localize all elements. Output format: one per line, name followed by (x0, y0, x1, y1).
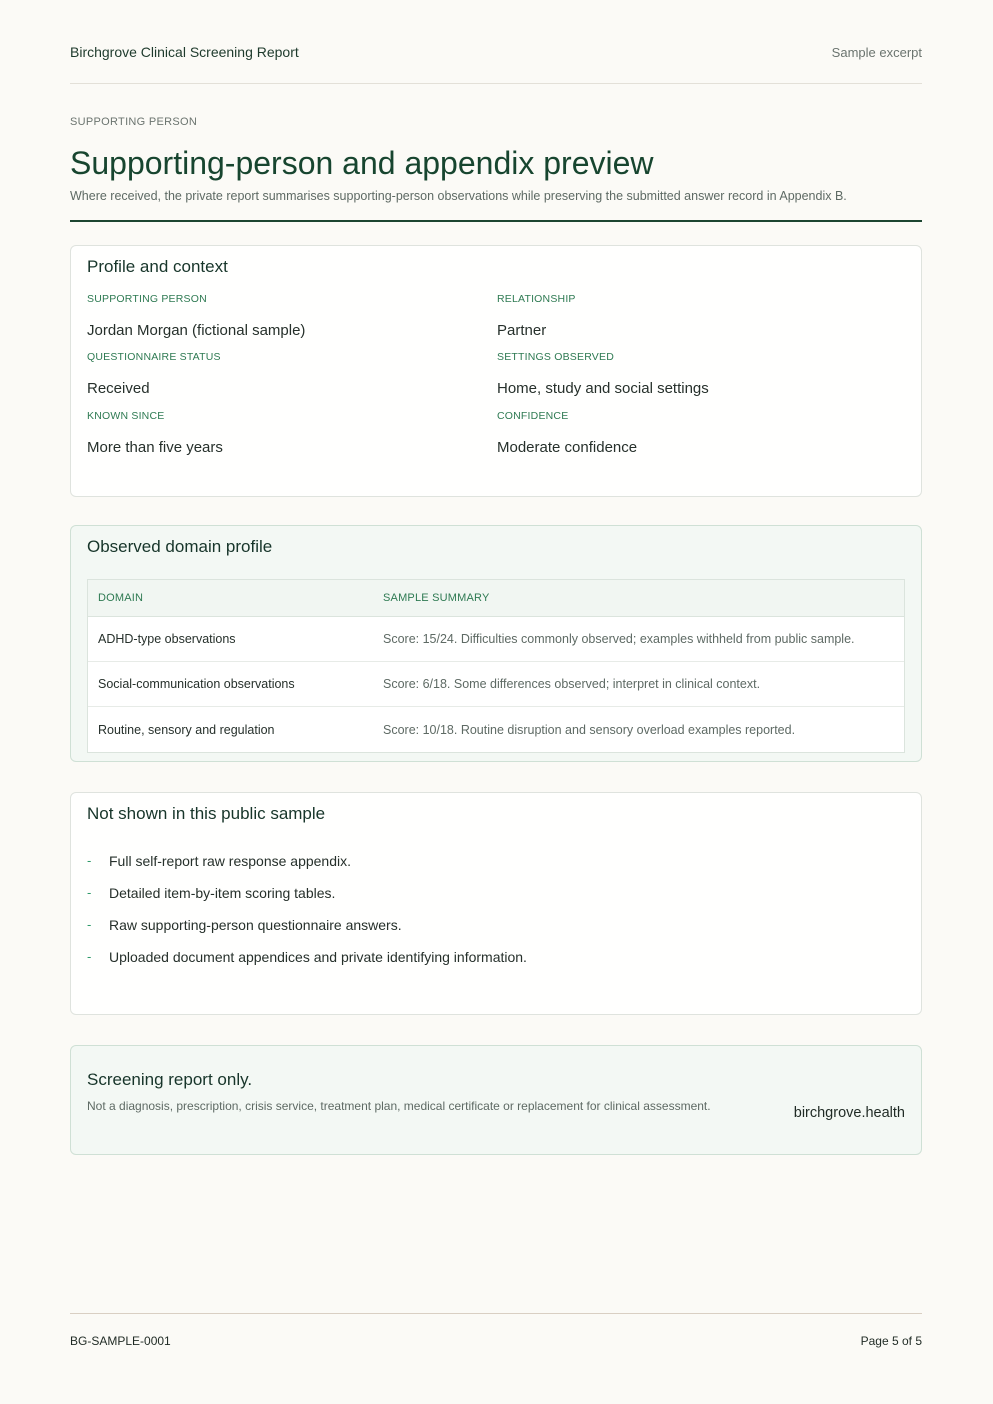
bullet-dash: - (87, 949, 92, 964)
title-divider (70, 220, 922, 222)
domain-cell: ADHD-type observations (98, 632, 236, 646)
list-item (87, 853, 527, 885)
list-item (87, 949, 527, 981)
column-header-summary: SAMPLE SUMMARY (383, 592, 490, 604)
list-item-text: Detailed item-by-item scoring tables. (109, 885, 336, 901)
not-shown-card (70, 792, 922, 1015)
field-value: Received (87, 380, 150, 397)
page-number: Page 5 of 5 (860, 1334, 922, 1348)
bullet-dash: - (87, 917, 92, 932)
table-row (88, 707, 904, 752)
section-eyebrow: SUPPORTING PERSON (70, 116, 198, 128)
list-item (87, 885, 527, 917)
screening-disclaimer-card (70, 1045, 922, 1155)
list-item (87, 917, 527, 949)
screening-heading: Screening report only. (87, 1070, 253, 1089)
field-known-since (87, 410, 223, 456)
summary-cell: Score: 6/18. Some differences observed; interpret in clinical context. (383, 677, 761, 691)
profile-card (70, 245, 922, 497)
not-shown-heading: Not shown in this public sample (87, 804, 326, 823)
field-relationship (497, 293, 576, 339)
website-link[interactable]: birchgrove.health (793, 1105, 905, 1121)
bullet-dash: - (87, 853, 92, 868)
table-row (88, 617, 904, 662)
list-item-text: Uploaded document appendices and private identifying information. (109, 949, 527, 965)
bullet-dash: - (87, 885, 92, 900)
field-value: Partner (497, 322, 547, 339)
sample-excerpt-label: Sample excerpt (831, 45, 922, 60)
column-header-domain: DOMAIN (98, 592, 144, 604)
summary-cell: Score: 15/24. Difficulties commonly observed; examples withheld from public sample. (383, 632, 855, 646)
field-settings-observed (497, 351, 709, 397)
not-shown-list (87, 853, 527, 981)
report-header (70, 40, 922, 84)
field-label: RELATIONSHIP (497, 293, 576, 305)
field-value: Moderate confidence (497, 439, 638, 456)
report-brand: Birchgrove Clinical Screening Report (70, 44, 299, 60)
domain-cell: Routine, sensory and regulation (98, 722, 275, 737)
list-item-text: Raw supporting-person questionnaire answers. (109, 917, 402, 933)
field-supporting-person (87, 293, 305, 339)
field-label: QUESTIONNAIRE STATUS (87, 351, 221, 363)
page-title: Supporting-person and appendix preview (70, 145, 654, 181)
domain-profile-heading: Observed domain profile (87, 537, 273, 556)
field-confidence (497, 410, 637, 456)
table-header (88, 580, 904, 617)
field-label: CONFIDENCE (497, 410, 569, 422)
screening-disclaimer-text: Not a diagnosis, prescription, crisis service, treatment plan, medical certificate or replacement for clinical assessment. (87, 1099, 711, 1113)
field-value: Home, study and social settings (497, 380, 709, 397)
report-footer (70, 1313, 922, 1348)
domain-cell: Social-communication observations (98, 677, 295, 691)
profile-heading: Profile and context (87, 257, 228, 276)
summary-cell: Score: 10/18. Routine disruption and sensory overload examples reported. (383, 722, 796, 737)
domain-profile-card (70, 525, 922, 762)
field-label: SETTINGS OBSERVED (497, 351, 614, 363)
field-value: Jordan Morgan (fictional sample) (87, 322, 306, 339)
field-questionnaire-status (87, 351, 221, 397)
table-row (88, 662, 904, 707)
field-label: KNOWN SINCE (87, 410, 165, 422)
domain-table (87, 579, 905, 753)
field-value: More than five years (87, 439, 223, 456)
list-item-text: Full self-report raw response appendix. (109, 853, 352, 869)
section-intro: Where received, the private report summarises supporting-person observations while preserving the submitted answer record in Appendix B. (70, 189, 847, 203)
field-label: SUPPORTING PERSON (87, 293, 207, 305)
report-reference: BG-SAMPLE-0001 (70, 1334, 171, 1348)
